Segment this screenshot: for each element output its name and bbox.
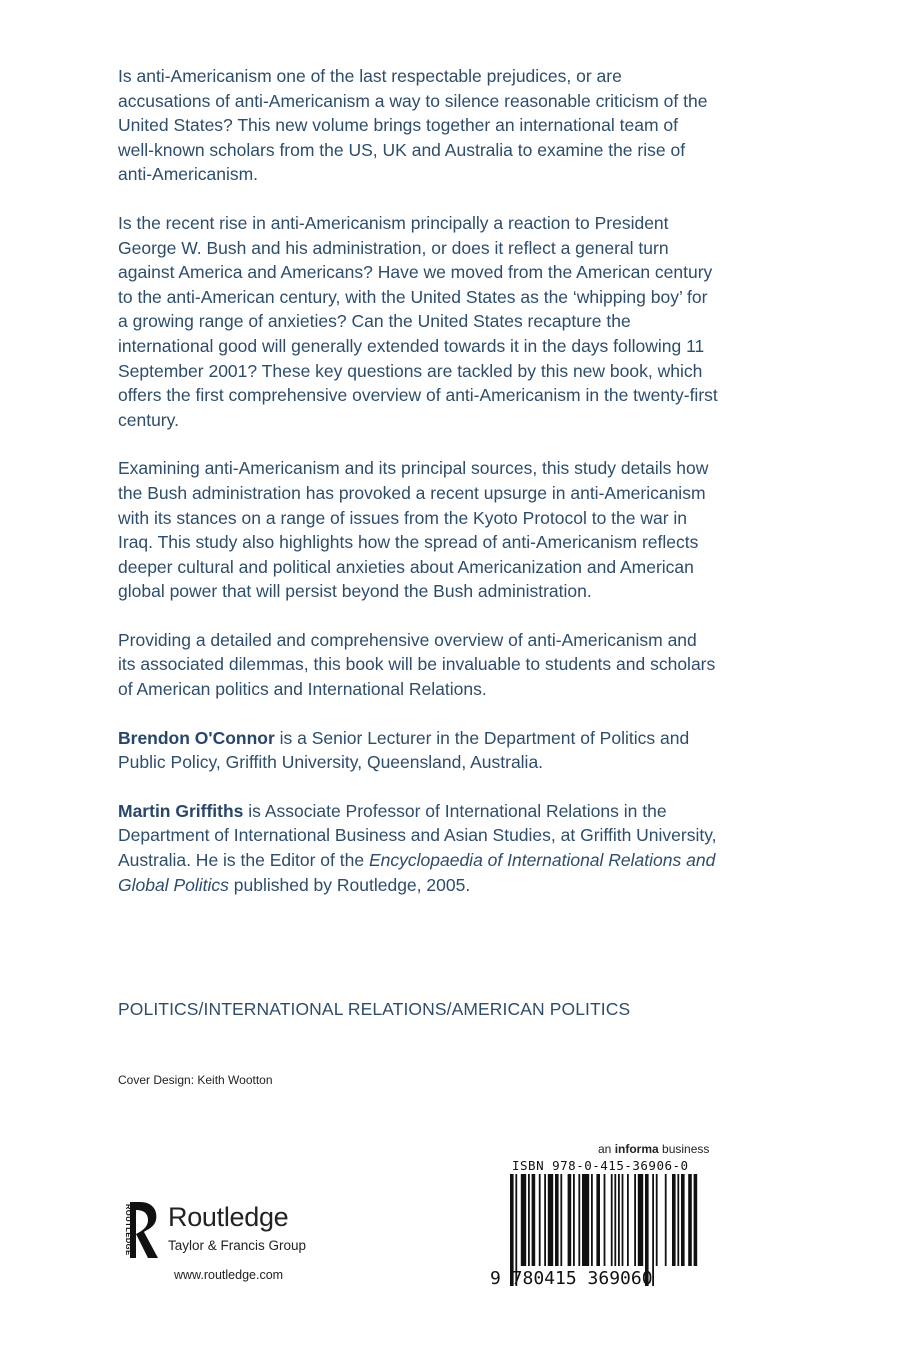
blurb-paragraph-4: Providing a detailed and comprehensive overview of anti-Americanism and its associated dilemmas, this book will be invaluable to students and scholars of American politics and International Relations. [118, 629, 716, 700]
barcode-bar [688, 1174, 692, 1266]
barcode-bar [591, 1174, 593, 1266]
informa-suffix: business [658, 1142, 710, 1156]
barcode-bar [604, 1174, 606, 1266]
author-bio-oconnor [118, 726, 718, 775]
author-bio-griffiths-text-a: is Associate Professor of International Relations in the Department of International Business and Asian Studies, at Griffith University, Australia. He is the Editor of the [118, 800, 717, 871]
barcode-bar [638, 1174, 643, 1266]
barcode-bar [656, 1174, 658, 1266]
barcode-bar [544, 1174, 546, 1266]
isbn-label: ISBN 978-0-415-36906-0 [512, 1158, 689, 1173]
barcode-bar [627, 1174, 629, 1266]
barcode-bar [578, 1174, 580, 1266]
barcode-bar [582, 1174, 589, 1266]
routledge-logo-vertical-text: ROUTLEDGE [124, 1204, 133, 1256]
barcode-bar [555, 1174, 559, 1266]
publisher-name: Routledge [168, 1202, 289, 1232]
barcode-bar [521, 1174, 526, 1266]
blurb-paragraph-3: Examining anti-Americanism and its principal sources, this study details how the Bush administration has provoked a recent upsurge in anti-Americanism with its stances on a range of issues from the Kyoto Protocol to the war in Iraq. This study also highlights how the spread of anti-Americanism reflects deeper cultural and political anxieties about Americanization and American global power that will persist beyond the Bush administration. [118, 458, 709, 602]
barcode-bar [694, 1174, 698, 1266]
barcode-bar [548, 1174, 553, 1266]
subject-category: POLITICS/INTERNATIONAL RELATIONS/AMERICAN POLITICS [118, 999, 631, 1019]
barcode-bar [672, 1174, 676, 1266]
informa-brand: informa [614, 1142, 659, 1156]
barcode-bar [560, 1174, 562, 1266]
barcode-bar [677, 1174, 679, 1266]
barcode-bar [611, 1174, 613, 1266]
blurb-paragraph-1: Is anti-Americanism one of the last respectable prejudices, or are accusations of anti-Americanism a way to silence reasonable criticism of the United States? This new volume brings together an international team of well-known scholars from the US, UK and Australia to examine the rise of anti-Americanism. [118, 66, 708, 185]
cover-design-credit: Cover Design: Keith Wootton [118, 1073, 273, 1087]
barcode-digits [490, 1268, 653, 1289]
barcode-bar [532, 1174, 536, 1266]
informa-prefix: an [598, 1142, 615, 1156]
informa-business-line [598, 1142, 709, 1156]
barcode-bar [573, 1174, 575, 1266]
routledge-logo [118, 1200, 358, 1290]
barcode-bar [618, 1174, 620, 1266]
barcode-bar [622, 1174, 624, 1266]
routledge-logo-icon [118, 1200, 162, 1262]
barcode-digits-text: 9 780415 369060 [490, 1268, 653, 1289]
barcode-bar [596, 1174, 600, 1266]
author-bio-griffiths [118, 799, 718, 897]
barcode-bar [568, 1174, 572, 1266]
author-bio-oconnor-text: is a Senior Lecturer in the Department of Politics and Public Policy, Griffith University, Queensland, Australia. [118, 727, 690, 773]
barcode-bar [681, 1174, 685, 1266]
author-bio-griffiths-work: Encyclopaedia of International Relations and Global Politics [118, 850, 716, 895]
author-name-griffiths: Martin Griffiths [118, 800, 244, 821]
publisher-url[interactable]: www.routledge.com [174, 1268, 284, 1282]
barcode-bar [634, 1174, 636, 1266]
barcode-bar [614, 1174, 616, 1266]
barcode-bar [528, 1174, 530, 1266]
barcode-bar [665, 1174, 667, 1266]
blurb-paragraph-2: Is the recent rise in anti-Americanism principally a reaction to President George W. Bush and his administration, or does it reflect a general turn against America and Americans? Have we moved from the American century to the anti-American century, with the United States as the ‘whipping boy’ for a growing range of anxieties? Can the United States recapture the international good will generally extended towards it in the days following 11 September 2001? These key questions are tackled by this new book, which offers the first comprehensive overview of anti-Americanism in the twenty-first century. [118, 212, 718, 430]
barcode-bar [539, 1174, 541, 1266]
publisher-group: Taylor & Francis Group [168, 1238, 307, 1253]
author-bio-griffiths-text-b: published by Routledge, 2005. [228, 874, 471, 895]
back-cover-text [118, 64, 718, 921]
author-name-oconnor: Brendon O'Connor [118, 727, 275, 748]
